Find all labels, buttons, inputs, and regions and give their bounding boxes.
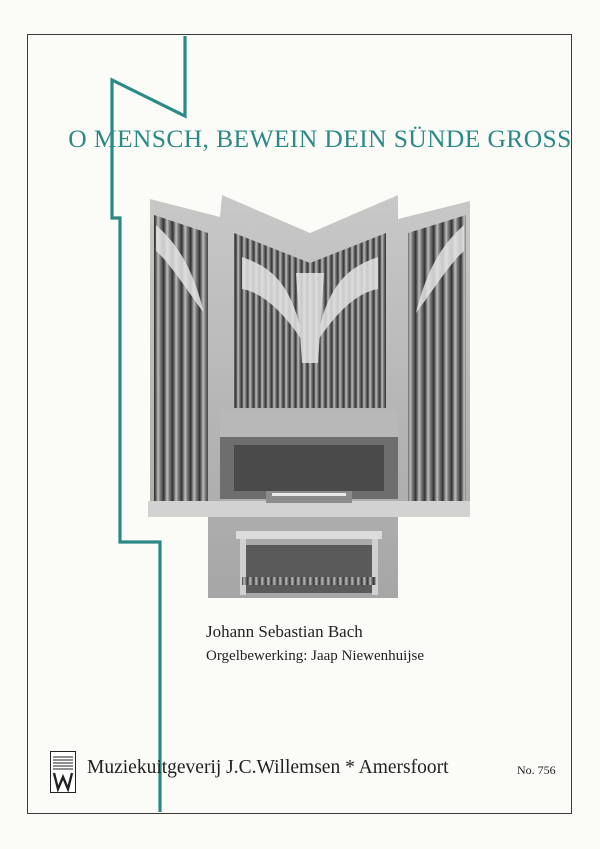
pipe-organ-photo [146, 193, 473, 601]
publisher-logo-icon [50, 751, 76, 793]
catalog-number: No. 756 [517, 763, 556, 777]
page-title: O MENSCH, BEWEIN DEIN SÜNDE GROSS [68, 124, 572, 153]
arranger-credit: Orgelbewerking: Jaap Niewenhuijse [206, 648, 424, 664]
composer-name: Johann Sebastian Bach [206, 622, 363, 641]
publisher-line: Muziekuitgeverij J.C.Willemsen * Amersfoort [87, 757, 449, 778]
